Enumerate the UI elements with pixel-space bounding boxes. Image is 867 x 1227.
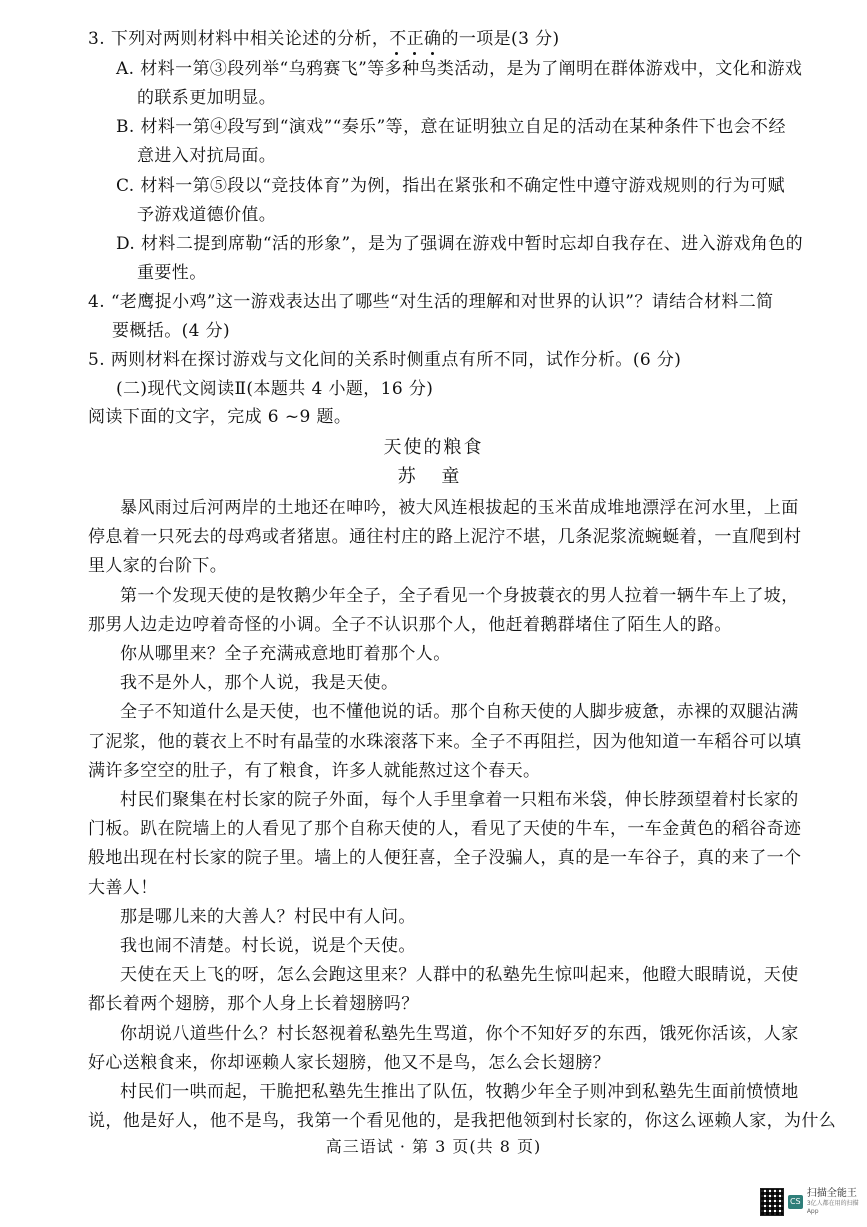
article-line: 满许多空空的肚子，有了粮食，许多人就能熬过这个春天。	[88, 761, 541, 781]
emphasis-text: 不正确	[389, 29, 442, 49]
emphasis-dot	[431, 52, 434, 55]
option-d-line1: D. 材料二提到席勒“活的形象”，是为了强调在游戏中暂时忘却自我存在、进入游戏角色的	[116, 234, 804, 254]
article-line: 那是哪儿来的大善人？村民中有人问。	[120, 907, 416, 927]
emphasis-not-correct	[389, 29, 441, 49]
article-line: 全子不知道什么是天使，也不懂他说的话。那个自称天使的人脚步疲惫，赤裸的双腿沾满	[120, 702, 799, 722]
scanner-watermark	[760, 1185, 860, 1219]
emphasis-dot	[395, 52, 398, 55]
article-line: 里人家的台阶下。	[88, 556, 228, 576]
question-3-stem	[88, 28, 560, 50]
qr-code-icon	[760, 1188, 784, 1216]
article-line: 那男人边走边哼着奇怪的小调。全子不认识那个人，他赶着鹅群堵住了陌生人的路。	[88, 615, 732, 635]
scanner-brand-name: 扫描全能王	[806, 1188, 857, 1199]
article-line: 门板。趴在院墙上的人看见了那个自称天使的人，看见了天使的牛车，一车金黄色的稻谷奇迹	[88, 819, 802, 839]
article-line: 暴风雨过后河两岸的土地还在呻吟，被大风连根拔起的玉米苗成堆地漂浮在河水里，上面	[120, 498, 799, 518]
article-line: 般地出现在村长家的院子里。墙上的人便狂喜，全子没骗人，真的是一车谷子，真的来了一个	[88, 848, 802, 868]
article-line: 你胡说八道些什么？村长怒视着私塾先生骂道，你个不知好歹的东西，饿死你活该，人家	[120, 1024, 799, 1044]
article-line: 我不是外人，那个人说，我是天使。	[120, 673, 399, 693]
option-a-line2: 的联系更加明显。	[137, 88, 277, 108]
emphasis-dot	[413, 52, 416, 55]
option-c-line2: 予游戏道德价值。	[137, 205, 277, 225]
option-b-line2: 意进入对抗局面。	[137, 146, 277, 166]
article-line: 村民们一哄而起，干脆把私塾先生推出了队伍，牧鹅少年全子则冲到私塾先生面前愤愤地	[120, 1082, 799, 1102]
question-3-stem-part2: 的一项是(3 分)	[441, 29, 560, 49]
scanner-brand-sub: 3亿人都在用的扫描App	[806, 1200, 859, 1215]
article-line: 大善人！	[88, 878, 158, 898]
camscanner-logo-icon: CS	[788, 1195, 803, 1209]
question-4-line2: 要概括。(4 分)	[112, 321, 231, 341]
article-line: 好心送粮食来，你却诬赖人家长翅膀，他又不是鸟，怎么会长翅膀？	[88, 1053, 610, 1073]
article-line: 你从哪里来？全子充满戒意地盯着那个人。	[120, 644, 451, 664]
article-title: 天使的粮食	[383, 437, 484, 458]
article-author: 苏 童	[397, 466, 470, 487]
article-line: 停息着一只死去的母鸡或者猪崽。通往村庄的路上泥泞不堪，几条泥浆流蜿蜒着，一直爬到村	[88, 527, 802, 547]
question-4-line1: 4. “老鹰捉小鸡”这一游戏表达出了哪些“对生活的理解和对世界的认识”？请结合材料二简	[88, 292, 774, 312]
article-line: 第一个发现天使的是牧鹅少年全子，全子看见一个身披蓑衣的男人拉着一辆牛车上了坡，	[120, 586, 799, 606]
section-heading: (二)现代文阅读Ⅱ(本题共 4 小题，16 分)	[116, 379, 434, 399]
page-footer: 高三语试 · 第 3 页(共 8 页)	[325, 1137, 542, 1156]
scanner-brand	[807, 1188, 860, 1216]
article-line: 都长着两个翅膀，那个人身上长着翅膀吗？	[88, 994, 419, 1014]
option-d-line2: 重要性。	[137, 263, 207, 283]
article-line: 村民们聚集在村长家的院子外面，每个人手里拿着一只粗布米袋，伸长脖颈望着村长家的	[120, 790, 799, 810]
article-line: 天使在天上飞的呀，怎么会跑这里来？人群中的私塾先生惊叫起来，他瞪大眼睛说，天使	[120, 965, 799, 985]
option-b-line1: B. 材料一第④段写到“演戏”“奏乐”等，意在证明独立自足的活动在某种条件下也会不经	[116, 117, 786, 137]
article-line: 说，他是好人，他不是鸟，我第一个看见他的，是我把他领到村长家的，你这么诬赖人家，为什么	[88, 1111, 837, 1131]
option-c-line1: C. 材料一第⑤段以“竞技体育”为例，指出在紧张和不确定性中遵守游戏规则的行为可赋	[116, 176, 785, 196]
article-line: 我也闹不清楚。村长说，说是个天使。	[120, 936, 416, 956]
section-instruction: 阅读下面的文字，完成 6 ~9 题。	[88, 407, 352, 427]
question-5: 5. 两则材料在探讨游戏与文化间的关系时侧重点有所不同，试作分析。(6 分)	[88, 350, 682, 370]
option-a-line1: A. 材料一第③段列举“乌鸦赛飞”等多种鸟类活动，是为了阐明在群体游戏中，文化和游戏	[116, 59, 803, 79]
question-3-stem-part1: 3. 下列对两则材料中相关论述的分析，	[88, 29, 390, 49]
article-line: 了泥浆，他的蓑衣上不时有晶莹的水珠滚落下来。全子不再阻拦，因为他知道一车稻谷可以填	[88, 732, 802, 752]
